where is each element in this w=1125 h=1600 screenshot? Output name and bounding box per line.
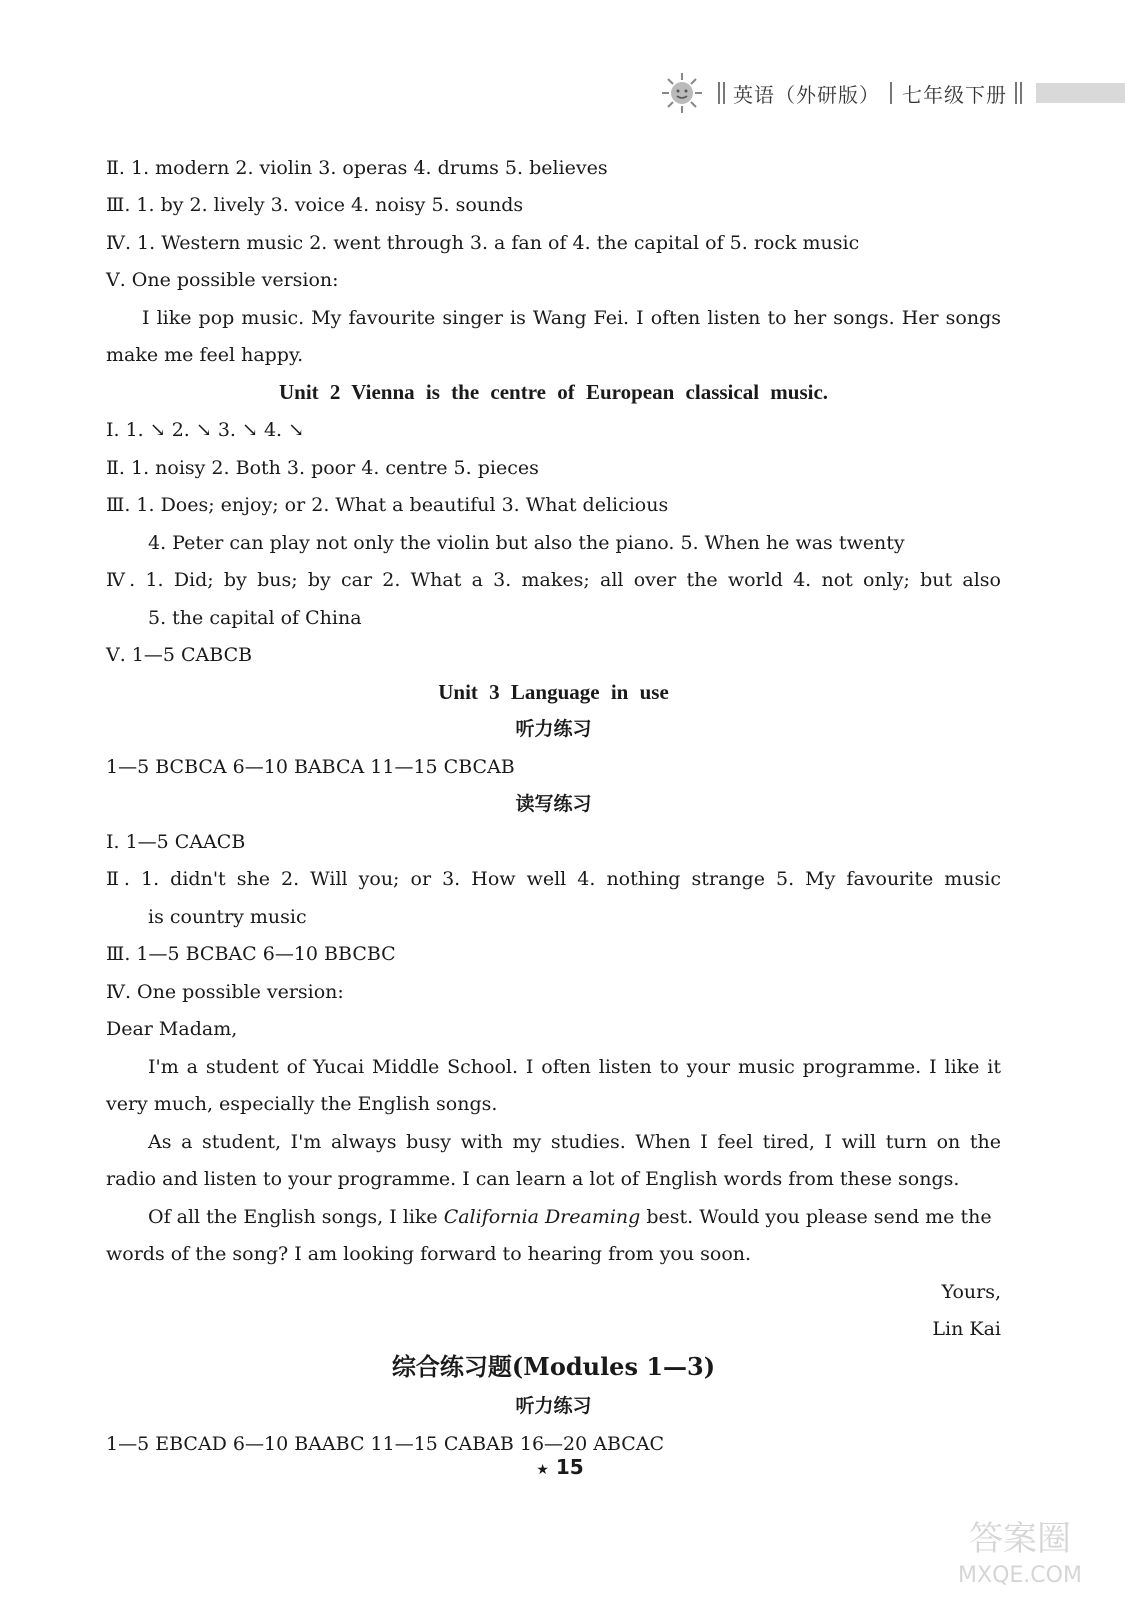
watermark-text: 答案圈 xyxy=(969,1519,1071,1559)
letter-line: words of the song? I am looking forward to hearing from you soon. xyxy=(106,1243,752,1265)
header-divider xyxy=(718,82,725,104)
answer-line: Ⅴ. 1—5 CABCB xyxy=(106,644,253,666)
answer-line: Ⅳ. 1. Did; by bus; by car 2. What a 3. makes; all over the world 4. not only; but also xyxy=(106,569,1001,591)
watermark-url: MXQE.COM xyxy=(958,1563,1082,1588)
letter-line: very much, especially the English songs. xyxy=(106,1093,498,1115)
page-number xyxy=(520,1455,600,1479)
answer-line: Ⅲ. 1. by 2. lively 3. voice 4. noisy 5. sounds xyxy=(106,194,524,216)
answer-line: 5. the capital of China xyxy=(148,607,362,629)
answer-line: Ⅱ. 1. noisy 2. Both 3. poor 4. centre 5. pieces xyxy=(106,457,539,479)
essay-line: make me feel happy. xyxy=(106,344,304,366)
header-band xyxy=(1036,83,1125,103)
sun-face-icon xyxy=(660,71,704,115)
letter-line xyxy=(148,1204,1001,1230)
page-number-value: 15 xyxy=(555,1455,584,1479)
answer-line: is country music xyxy=(148,906,307,928)
answer-line: Ⅱ. 1. didn't she 2. Will you; or 3. How well 4. nothing strange 5. My favourite music xyxy=(106,868,1001,890)
header-divider-right xyxy=(1015,82,1022,104)
unit-title: Unit 2 Vienna is the centre of European classical music. xyxy=(278,380,829,404)
header-separator xyxy=(890,82,892,104)
letter-line: As a student, I'm always busy with my studies. When I feel tired, I will turn on the xyxy=(148,1131,1001,1153)
section-heading: 读写练习 xyxy=(515,793,592,815)
section-heading: 听力练习 xyxy=(515,718,592,740)
answer-line: Ⅰ. 1—5 CAACB xyxy=(106,831,246,853)
letter-text: best. Would you please send me the xyxy=(640,1206,992,1228)
answer-line: 1—5 BCBCA 6—10 BABCA 11—15 CBCAB xyxy=(106,756,515,778)
answer-line: Ⅲ. 1—5 BCBAC 6—10 BBCBC xyxy=(106,943,396,965)
letter-text: Of all the English songs, I like xyxy=(148,1206,444,1228)
watermark-logo xyxy=(935,1510,1105,1590)
answer-line: Ⅴ. One possible version: xyxy=(106,269,339,291)
letter-closing: Yours, xyxy=(941,1281,1001,1303)
book-grade: 七年级下册 xyxy=(902,82,1007,107)
section-heading: 听力练习 xyxy=(515,1395,592,1417)
star-icon: ★ xyxy=(536,1462,549,1478)
book-title: 英语（外研版） xyxy=(733,82,880,107)
answer-line: Ⅳ. 1. Western music 2. went through 3. a fan of 4. the capital of 5. rock music xyxy=(106,232,860,254)
unit-title: Unit 3 Language in use xyxy=(438,680,669,704)
answer-line: 4. Peter can play not only the violin but also the piano. 5. When he was twenty xyxy=(148,532,905,554)
answer-line: 1—5 EBCAD 6—10 BAABC 11—15 CABAB 16—20 ABCAC xyxy=(106,1433,665,1455)
letter-line: I'm a student of Yucai Middle School. I often listen to your music programme. I like it xyxy=(148,1056,1001,1078)
letter-greeting: Dear Madam, xyxy=(106,1018,238,1040)
essay-line: I like pop music. My favourite singer is Wang Fei. I often listen to her songs. Her songs xyxy=(142,307,1001,329)
comprehensive-title: 综合练习题(Modules 1—3) xyxy=(391,1352,716,1381)
letter-signature: Lin Kai xyxy=(932,1318,1001,1340)
answer-line: Ⅱ. 1. modern 2. violin 3. operas 4. drums 5. believes xyxy=(106,157,608,179)
song-title: California Dreaming xyxy=(443,1206,641,1228)
letter-line: radio and listen to your programme. I can learn a lot of English words from these songs. xyxy=(106,1168,960,1190)
answer-line: Ⅳ. One possible version: xyxy=(106,981,344,1003)
answer-line: Ⅰ. 1. ↘ 2. ↘ 3. ↘ 4. ↘ xyxy=(106,419,305,441)
page-header xyxy=(660,72,1125,114)
answer-line: Ⅲ. 1. Does; enjoy; or 2. What a beautiful 3. What delicious xyxy=(106,494,669,516)
